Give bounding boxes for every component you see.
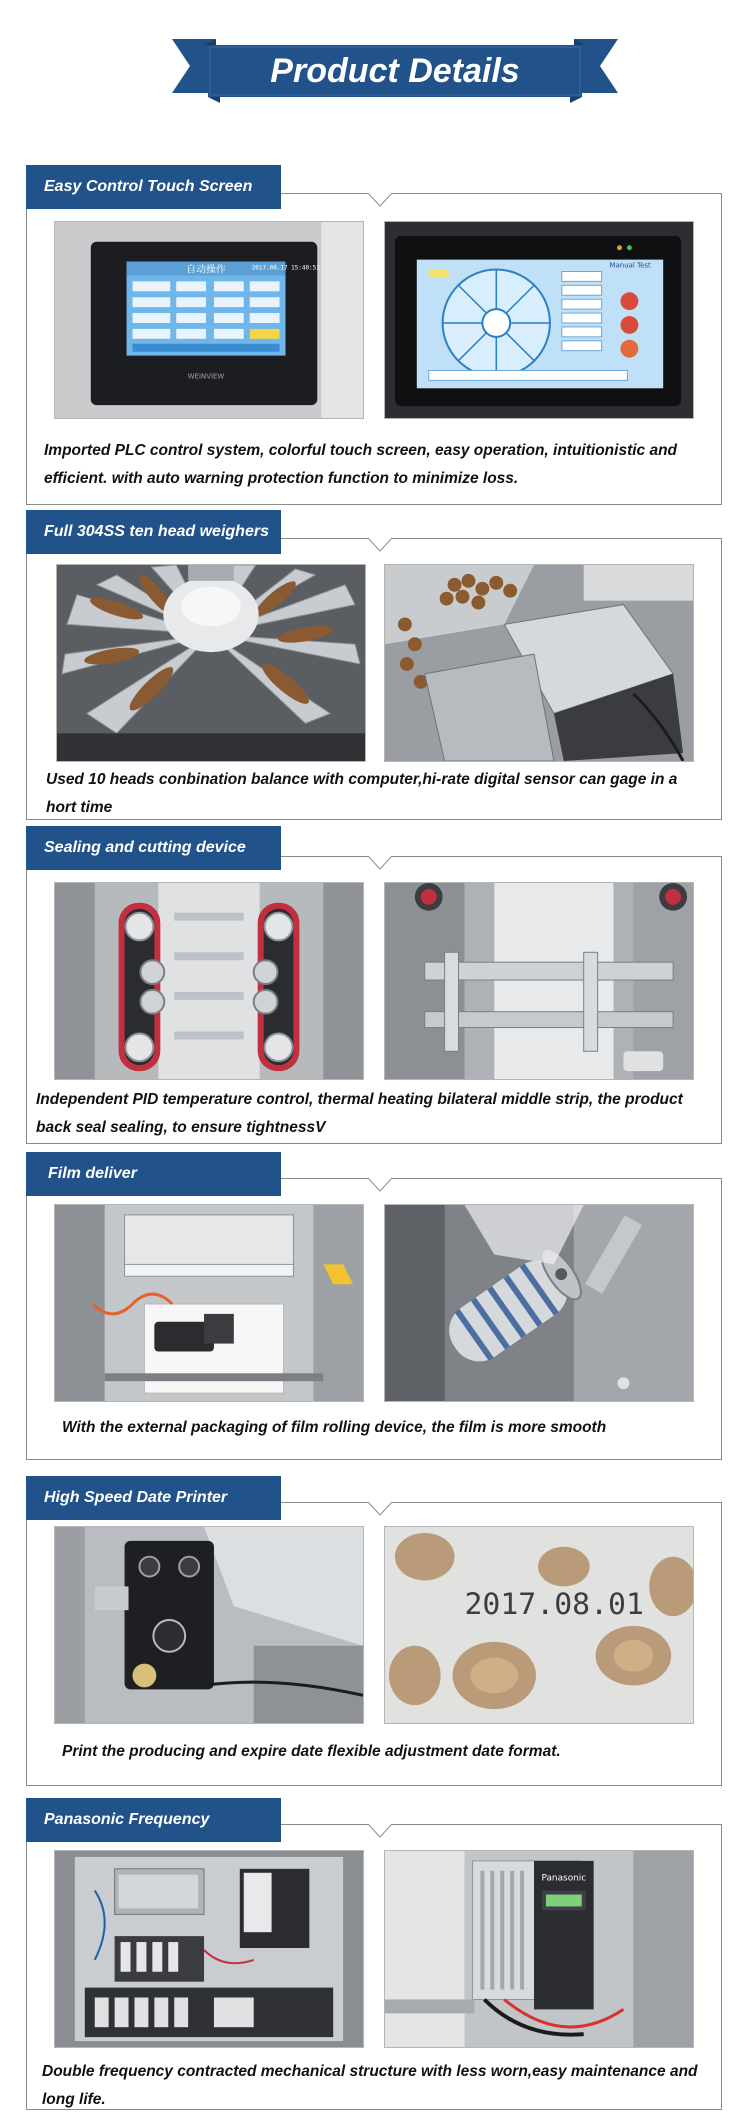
frame-notch: [368, 1178, 392, 1192]
section-description: Independent PID temperature control, thermal heating bilateral middle strip, the product back seal sealing, to ensure tightnessV: [36, 1091, 683, 1136]
section-panasonic-frequency: [26, 1798, 722, 2110]
film-roll-motor-image: [54, 1204, 364, 1402]
weigher-hopper-closeup-image: [384, 564, 694, 762]
section-description: Double frequency contracted mechanical structure with less worn,easy maintenance and long life.: [42, 2063, 698, 2108]
section-film-deliver: [26, 1152, 722, 1460]
section-description: Imported PLC control system, colorful touch screen, easy operation, intuitionistic and efficient. with auto warning protection function to minimize loss.: [44, 442, 678, 487]
printed-date-text: 2017.08.01: [464, 1587, 644, 1623]
touch-screen-wheel-menu-image: [384, 221, 694, 419]
date-printer-device-image: [54, 1526, 364, 1724]
section-description: With the external packaging of film rolling device, the film is more smooth: [62, 1419, 607, 1436]
section-title: Easy Control Touch Screen: [26, 165, 281, 209]
section-touch-screen: [26, 165, 722, 505]
page-title: Product Details: [270, 51, 520, 90]
section-ten-head-weighers: [26, 510, 722, 820]
frame-notch: [368, 1824, 392, 1838]
cutting-device-image: [384, 882, 694, 1080]
screen-time-text: 2017.08.17 15:40:51: [251, 264, 320, 272]
section-date-printer: [26, 1476, 722, 1786]
section-title: High Speed Date Printer: [26, 1476, 281, 1520]
section-description: Print the producing and expire date flexible adjustment date format.: [62, 1743, 561, 1760]
section-title: Sealing and cutting device: [26, 826, 281, 870]
plc-touch-screen-panel-image: [54, 221, 364, 419]
printed-date-bag-image: [384, 1526, 694, 1724]
drive-brand-text: Panasonic: [541, 1873, 587, 1884]
section-title: Panasonic Frequency: [26, 1798, 281, 1842]
frame-notch: [368, 856, 392, 870]
film-roll-closeup-image: [384, 1204, 694, 1402]
product-details-banner: [164, 35, 626, 113]
screen-title-text: 自动操作: [186, 264, 226, 276]
panasonic-servo-drive-image: [384, 1850, 694, 2048]
electric-cabinet-image: [54, 1850, 364, 2048]
frame-notch: [368, 1502, 392, 1516]
frame-notch: [368, 193, 392, 207]
frame-notch: [368, 538, 392, 552]
menu-label-text: Manual Test: [609, 261, 651, 270]
section-description: Used 10 heads conbination balance with computer,hi-rate digital sensor can gage in a hort time: [46, 771, 678, 816]
screen-brand-text: WEINVIEW: [187, 372, 225, 381]
section-sealing-cutting: [26, 826, 722, 1144]
section-title: Full 304SS ten head weighers: [26, 510, 281, 554]
section-title: Film deliver: [26, 1152, 281, 1196]
ten-head-weigher-top-image: [56, 564, 366, 762]
sealing-belt-rollers-image: [54, 882, 364, 1080]
